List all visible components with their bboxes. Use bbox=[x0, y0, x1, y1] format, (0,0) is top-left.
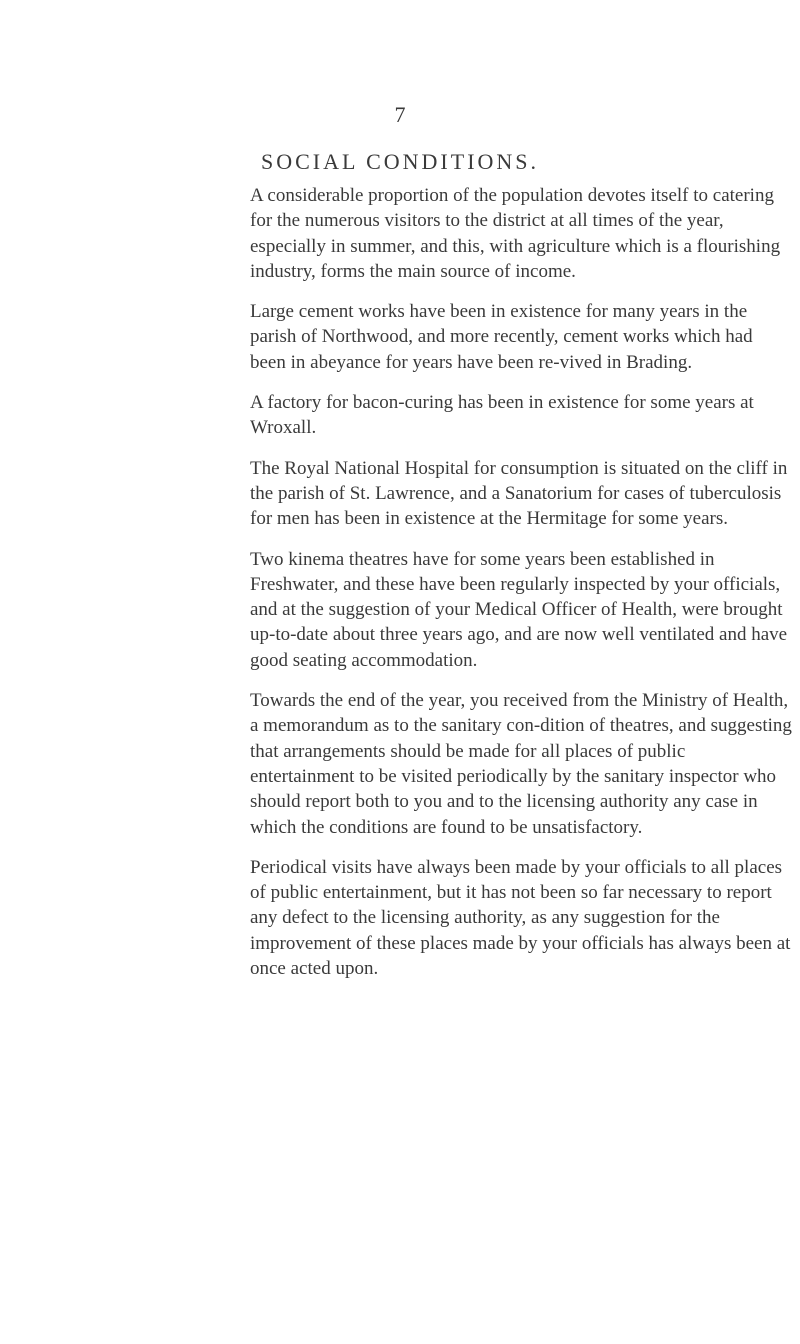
paragraph-periodical-visits: Periodical visits have always been made by your officials to all places of public entertainment, but it has not been so far necessary to report any defect to the licensing authority, as any suggestion for the improvement of these places made by your officials has always been at once acted upon. bbox=[250, 856, 791, 980]
paragraph-ministry-memorandum: Towards the end of the year, you received from the Ministry of Health, a memorandum as to the sanitary con-dition of theatres, and suggesting that arrangements should be made for all places of public entertainment to be visited periodically by the sanitary inspector who should report both to you and to the licensing authority any case in which the conditions are found to be unsatisfactory. bbox=[250, 690, 792, 838]
paragraph-catering: A considerable proportion of the population devotes itself to catering for the numerous visitors to the district at all times of the year, especially in summer, and this, with agriculture which is a flourishing industry, forms the main source of income. bbox=[250, 185, 781, 282]
page-number: 7 bbox=[394, 102, 406, 127]
paragraph-cement-works: Large cement works have been in existence for many years in the parish of Northwood, and more recently, cement works which had been in abeyance for years have been re-vived in Brading. bbox=[250, 301, 753, 373]
body-text bbox=[250, 183, 792, 996]
paragraph-bacon-factory: A factory for bacon-curing has been in existence for some years at Wroxall. bbox=[250, 392, 754, 439]
paragraph-kinema-theatres: Two kinema theatres have for some years been established in Freshwater, and these have been regularly inspected by your officials, and at the suggestion of your Medical Officer of Health, were brought up-to-date about three years ago, and are now well ventilated and have good seating accommodation. bbox=[250, 548, 788, 671]
section-title: SOCIAL CONDITIONS. bbox=[260, 149, 540, 174]
paragraph-hospital: The Royal National Hospital for consumption is situated on the cliff in the parish of St. Lawrence, and a Sanatorium for cases of tuberculosis for men has been in existence at the Hermitage for some years. bbox=[250, 457, 788, 530]
